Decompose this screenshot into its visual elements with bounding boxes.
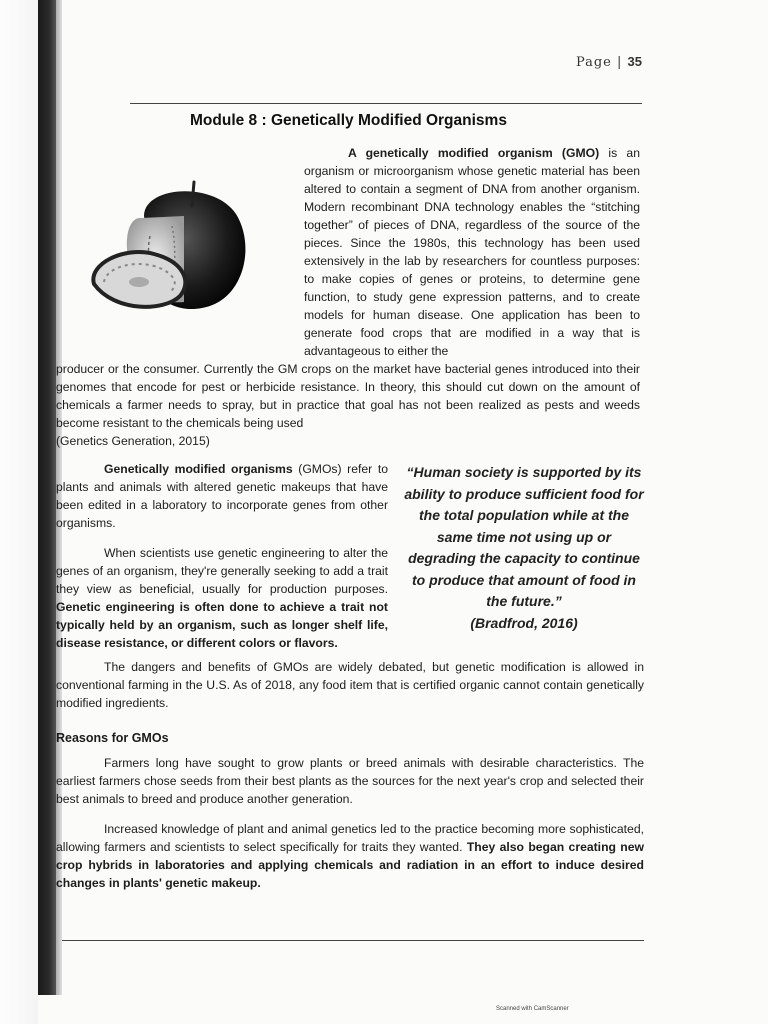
apple-icon <box>84 176 260 326</box>
book-binding <box>38 0 56 995</box>
quote-source: (Bradfrod, 2016) <box>470 614 578 631</box>
page-margin <box>0 0 38 1024</box>
gmo-definition-paragraph: Genetically modified organisms (GMOs) refer to plants and animals with altered genetic makeups that have been edited in a laboratory to incorporate genes from other organisms. <box>56 462 388 530</box>
intro-continued: producer or the consumer. Currently the GM crops on the market have bacterial genes introduced into their genomes that encode for pest or herbicide resistance. In theory, this should cut down on the amount of chemicals a farmer needs to spray, but in practice that goal has not been realized as pests and weeds become resistant to the chemicals being used (Genetics Generation, 2015) <box>56 362 640 448</box>
reasons-paragraph-2: Increased knowledge of plant and animal genetics led to the practice becoming more sophisticated, allowing farmers and scientists to select specifically for traits they wanted. They also began creating new crop hybrids in laboratories and applying chemicals and radiation in an effort to induce desired changes in plants' genetic makeup. <box>56 822 645 890</box>
quote-text: “Human society is supported by its ability to produce sufficient food for the total population while at the same time not using up or degrading the capacity to continue to produce that amount of food in the future.” <box>404 464 644 609</box>
module-title: Module 8 : Genetically Modified Organisms <box>190 112 507 129</box>
reasons-paragraph-1: Farmers long have sought to grow plants or breed animals with desirable characteristics. The earliest farmers chose seeds from their best plants as the sources for the next year's crop and selected their best animals to breed and produce another generation. <box>56 756 644 806</box>
top-rule <box>130 103 642 104</box>
citation: (Genetics Generation, 2015) <box>56 434 210 448</box>
gmo-term: A genetically modified organism (GMO) <box>348 146 600 160</box>
genetic-engineering-paragraph: When scientists use genetic engineering to alter the genes of an organism, they're generally seeking to add a trait they view as beneficial, usually for production purposes. Genetic engineering is often done to achieve a trait not typically held by an organism, such as longer shelf life, disease resistance, or different colors or flavors. <box>56 546 388 650</box>
bottom-rule <box>62 940 644 941</box>
pull-quote <box>402 462 646 634</box>
scanner-watermark: Scanned with CamScanner <box>496 1006 569 1012</box>
page-number: 35 <box>627 54 642 69</box>
intro-paragraph: A genetically modified organism (GMO) is an organism or microorganism whose genetic material has been altered to contain a segment of DNA from another organism. Modern recombinant DNA technology enables the “stitching together” of pieces of DNA, regardless of the source of the pieces. Since the 1980s, this technology has been used extensively in the lab by researchers for countless purposes: to make copies of genes or proteins, to determine gene function, to study gene expression patterns, and to create models for human disease. One application has been to generate food crops that are modified in a way that is advantageous to either the <box>304 146 640 358</box>
section-heading: Reasons for GMOs <box>56 731 169 745</box>
left-column <box>56 460 388 664</box>
dangers-paragraph: The dangers and benefits of GMOs are widely debated, but genetic modification is allowed in conventional farming in the U.S. As of 2018, any food item that is certified organic cannot contain genetically modified ingredients. <box>56 660 644 710</box>
page-label: Page <box>575 55 612 70</box>
page-header: Page | 35 <box>575 54 642 70</box>
